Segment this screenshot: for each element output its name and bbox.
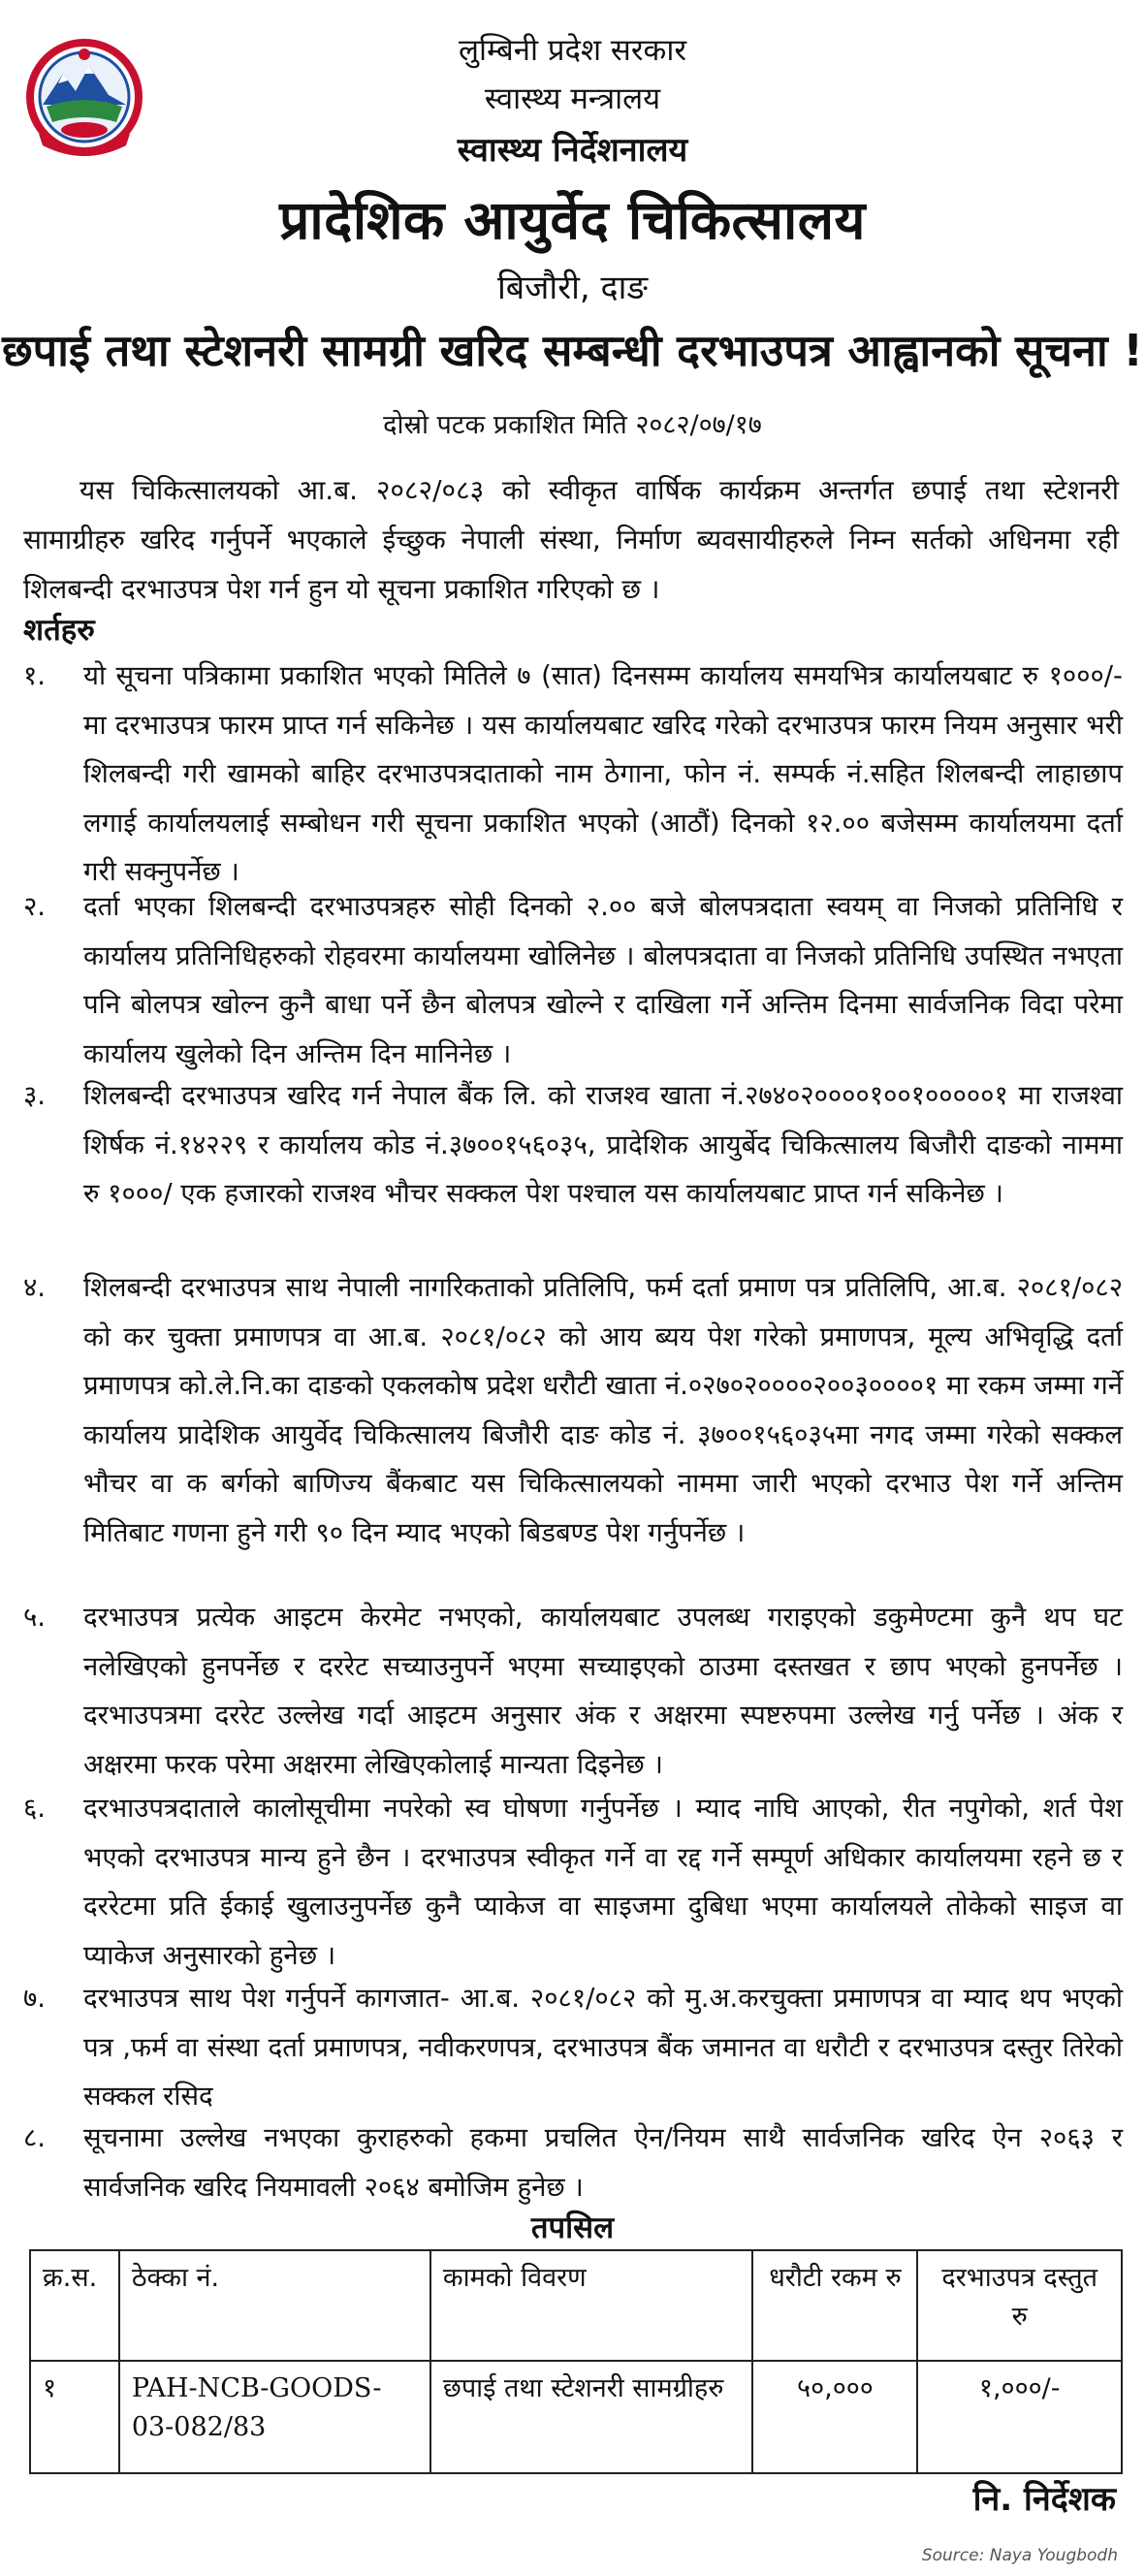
condition-item [23,652,1123,897]
column-header: ठेक्का नं. [119,2250,430,2361]
condition-number: ६. [23,1793,47,1824]
condition-number: ८. [23,2122,47,2153]
condition-text: यो सूचना पत्रिकामा प्रकाशित भएको मितिले ७ (सात) दिनसम्म कार्यालय समयभित्र कार्यालयबाट रु १०००/- मा दरभाउपत्र फारम प्राप्त गर्न सकिनेछ । यस कार्यालयबाट खरिद गरेको दरभाउपत्र फारम नियम अनुसार भरी शिलबन्दी गरी खामको बाहिर दरभाउपत्रदाताको नाम ठेगाना, फोन नं. सम्पर्क नं.सहित शिलबन्दी लाहाछाप लगाई कार्यालयलाई सम्बोधन गरी सूचना प्रकाशित भएको (आठौं) दिनको १२.०० बजेसम्म कार्यालयमा दर्ता गरी सक्नुपर्नेछ । [83,660,1123,887]
condition-number: ७. [23,1983,47,2014]
condition-item [23,1263,1123,1557]
table-cell: १,०००/- [917,2361,1122,2473]
signature-title: नि. निर्देशक [972,2480,1116,2519]
table-row [30,2361,1122,2473]
column-header: क्र.स. [30,2250,119,2361]
table-cell: PAH-NCB-GOODS-03-082/83 [119,2361,430,2473]
publication-date: दोस्रो पटक प्रकाशित मिति २०८२/०७/१७ [383,410,762,440]
condition-text: दरभाउपत्रदाताले कालोसूचीमा नपरेको स्व घोषणा गर्नुपर्नेछ । म्याद नाघि आएको, रीत नपुगेको, शर्त पेश भएको दरभाउपत्र मान्य हुने छैन । दरभाउपत्र स्वीकृत गर्ने वा रद्द गर्ने सम्पूर्ण अधिकार कार्यालयमा रहने छ र दररेटमा प्रति ईकाई खुलाउनुपर्नेछ कुनै प्याकेज वा साइजमा दुबिधा भएमा कार्यालयले तोकेको साइज वा प्याकेज अनुसारको हुनेछ । [83,1793,1123,1971]
province-government: लुम्बिनी प्रदेश सरकार [458,33,687,68]
hospital-name: प्रादेशिक आयुर्वेद चिकित्सालय [279,189,866,251]
condition-number: ५. [23,1602,47,1633]
table-header-row [30,2250,1122,2361]
source-credit: Source: Naya Yougbodh [921,2546,1118,2565]
condition-item [23,1974,1123,2121]
column-header: धरौटी रकम रु [752,2250,917,2361]
condition-number: ३. [23,1080,47,1111]
condition-item [23,882,1123,1078]
condition-text: शिलबन्दी दरभाउपत्र खरिद गर्न नेपाल बैंक लि. को राजश्व खाता नं.२७४०२००००१००१०००००१ मा राजश्वा शिर्षक नं.१४२२९ र कार्यालय कोड नं.३७००१५६०३५, प्रादेशिक आयुर्बेद चिकित्सालय बिजौरी दाङको नाममा रु १०००/ एक हजारको राजश्व भौचर सक्कल पेश पश्चाल यस कार्यालयबाट प्राप्त गर्न सकिनेछ । [83,1080,1123,1209]
hospital-location: बिजौरी, दाङ [496,269,649,307]
notice-title: छपाई तथा स्टेशनरी सामग्री खरिद सम्बन्धी दरभाउपत्र आह्वानको सूचना ! [2,325,1143,376]
condition-text: दरभाउपत्र प्रत्येक आइटम केरमेट नभएको, कार्यालयबाट उपलब्ध गराइएको डकुमेण्टमा कुनै थप घट नलेखिएको हुनपर्नेछ र दररेट सच्याउनुपर्ने भएमा सच्याइएको ठाउमा दस्तखत र छाप भएको हुनपर्नेछ । दरभाउपत्रमा दररेट उल्लेख गर्दा आइटम अनुसार अंक र अक्षरमा स्पष्टरुपमा उल्लेख गर्नु पर्नेछ । अंक र अक्षरमा फरक परेमा अक्षरमा लेखिएकोलाई मान्यता दिइनेछ । [83,1602,1123,1780]
condition-text: दरभाउपत्र साथ पेश गर्नुपर्ने कागजात- आ.ब. २०८१/०८२ को मु.अ.करचुक्ता प्रमाणपत्र वा म्याद थप भएको पत्र ,फर्म वा संस्था दर्ता प्रमाणपत्र, नवीकरणपत्र, दरभाउपत्र बैंक जमानत वा धरौटी र दरभाउपत्र दस्तुर तिरेको सक्कल रसिद [83,1983,1123,2112]
intro-paragraph: यस चिकित्सालयको आ.ब. २०८२/०८३ को स्वीकृत वार्षिक कार्यक्रम अन्तर्गत छपाई तथा स्टेशनरी सामाग्रीहरु खरिद गर्नुपर्ने भएकाले ईच्छुक नेपाली संस्था, निर्माण ब्यवसायीहरुले निम्न सर्तको अधिनमा रही शिलबन्दी दरभाउपत्र पेश गर्न हुन यो सूचना प्रकाशित गरिएको छ । [23,474,1119,605]
condition-text: शिलबन्दी दरभाउपत्र साथ नेपाली नागरिकताको प्रतिलिपि, फर्म दर्ता प्रमाण पत्र प्रतिलिपि, आ.ब. २०८१/०८२ को कर चुक्ता प्रमाणपत्र वा आ.ब. २०८१/०८२ को आय ब्यय पेश गरेको प्रमाणपत्र, मूल्य अभिवृद्धि दर्ता प्रमाणपत्र को.ले.नि.का दाङको एकलकोष प्रदेश धरौटी खाता नं.०२७०२००००२००३००००१ मा रकम जम्मा गर्ने कार्यालय प्रादेशिक आयुर्वेद चिकित्सालय बिजौरी दाङ कोड नं. ३७००१५६०३५मा नगद जम्मा गरेको सक्कल भौचर वा क बर्गको बाणिज्य बैंकबाट यस चिकित्सालयको नाममा जारी भएको दरभाउ पेश गर्ने अन्तिम मितिबाट गणना हुने गरी ९० दिन म्याद भएको बिडबण्ड पेश गर्नुपर्नेछ । [83,1272,1123,1548]
directorate: स्वास्थ्य निर्देशनालय [457,131,688,170]
schedule-title: तपसिल [530,2210,615,2245]
condition-text: सूचनामा उल्लेख नभएका कुराहरुको हकमा प्रचलित ऐन/नियम साथै सार्वजनिक खरिद ऐन २०६३ र सार्वजनिक खरिद नियमावली २०६४ बमोजिम हुनेछ । [83,2122,1123,2203]
condition-text: दर्ता भएका शिलबन्दी दरभाउपत्रहरु सोही दिनको २.०० बजे बोलपत्रदाता स्वयम् वा निजको प्रतिनिधि र कार्यालय प्रतिनिधिहरुको रोहवरमा कार्यालयमा खोलिनेछ । बोलपत्रदाता वा निजको प्रतिनिधि उपस्थित नभएता पनि बोलपत्र खोल्न कुनै बाधा पर्ने छैन बोलपत्र खोल्ने र दाखिला गर्ने अन्तिम दिनमा सार्वजनिक विदा परेमा कार्यालय खुलेको दिन अन्तिम दिन मानिनेछ । [83,891,1123,1069]
table-cell: १ [30,2361,119,2473]
condition-number: १. [23,660,47,691]
condition-number: २. [23,891,47,922]
condition-number: ४. [23,1272,47,1303]
conditions-heading: शर्तहरु [23,613,95,648]
condition-item [23,1784,1123,1980]
column-header: दरभाउपत्र दस्तुत रु [917,2250,1122,2361]
table-cell: ५०,००० [752,2361,917,2473]
table-cell: छपाई तथा स्टेशनरी सामग्रीहरु [430,2361,753,2473]
condition-item [23,2114,1123,2211]
ministry: स्वास्थ्य मन्त्रालय [484,81,661,116]
schedule-table [29,2249,1123,2474]
condition-item [23,1593,1123,1789]
condition-item [23,1071,1123,1219]
column-header: कामको विवरण [430,2250,753,2361]
